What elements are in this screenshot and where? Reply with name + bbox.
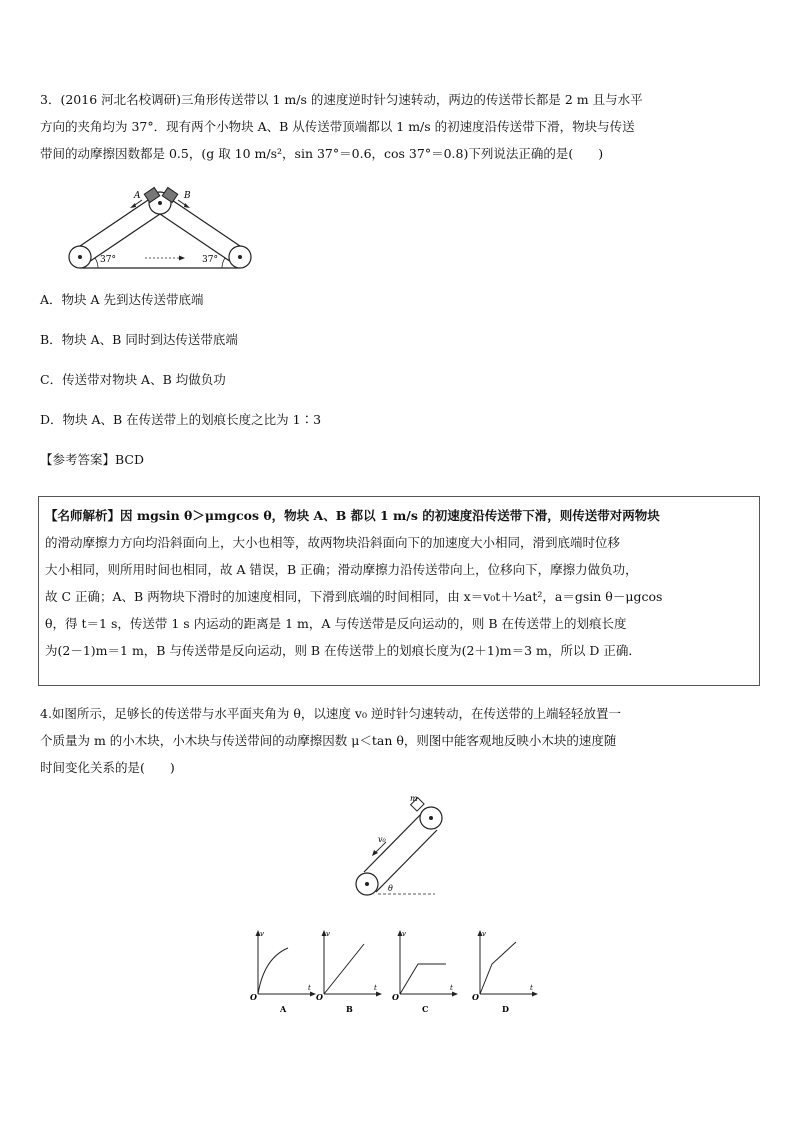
svg-text:v: v [482, 930, 486, 938]
q3-option-b: B．物块 A、B 同时到达传送带底端 [40, 332, 238, 347]
q3-stem-line-3: 带间的动摩擦因数都是 0.5，(g 取 10 m/s²，sin 37°＝0.6，cos 37°＝0.8)下列说法正确的是( ) [40, 146, 604, 161]
svg-text:v: v [326, 930, 330, 938]
q3-analysis-line-3: 大小相同，则所用时间也相同，故 A 错误，B 正确；滑动摩擦力沿传送带向上，位移向下，摩擦力做负功， [45, 562, 638, 577]
q4-stem-line-2: 个质量为 m 的小木块，小木块与传送带间的动摩擦因数 μ＜tan θ，则图中能客观地反映小木块的速度随 [40, 733, 617, 748]
svg-text:O: O [472, 992, 479, 1002]
q3-option-d: D．物块 A、B 在传送带上的划痕长度之比为 1∶3 [40, 412, 322, 427]
graph-d[interactable] [468, 928, 548, 1018]
q3-option-a: A．物块 A 先到达传送带底端 [40, 292, 204, 307]
graph-d-line [480, 942, 516, 994]
q3-analysis-line-1: 【名师解析】因 mgsin θ＞μmgcos θ，物块 A、B 都以 1 m/s 的初速度沿传送带下滑，则传送带对两物块 [45, 508, 660, 523]
label-b: B [184, 191, 191, 201]
svg-text:O: O [250, 992, 257, 1002]
svg-text:C: C [422, 1004, 429, 1014]
label-theta: θ [388, 884, 393, 893]
label-a: A [134, 191, 141, 201]
q3-analysis-line-6: 为(2－1)m＝1 m，B 与传送带是反向运动，则 B 在传送带上的划痕长度为(2＋1)m＝3 m，所以 D 正确． [45, 643, 641, 658]
graph-c-line [400, 964, 446, 994]
svg-text:v: v [260, 930, 264, 938]
q3-analysis-line-2: 的滑动摩擦力方向均沿斜面向上，大小也相等，故两物块沿斜面向下的加速度大小相同，滑到底端时位移 [45, 535, 621, 550]
svg-text:O: O [316, 992, 323, 1002]
svg-text:A: A [280, 1004, 287, 1014]
svg-text:D: D [502, 1004, 509, 1014]
q3-stem-line-1: 3．(2016 河北名校调研)三角形传送带以 1 m/s 的速度逆时针匀速转动，两边的传送带长都是 2 m 且与水平 [40, 92, 643, 107]
q3-option-c: C．传送带对物块 A、B 均做负功 [40, 372, 226, 387]
graph-a[interactable] [236, 928, 316, 1018]
angle-left: 37° [100, 255, 116, 265]
q3-stem [40, 86, 643, 167]
svg-text:t: t [450, 984, 453, 992]
angle-right: 37° [202, 255, 218, 265]
q3-analysis-box [38, 496, 760, 686]
svg-text:t: t [530, 984, 533, 992]
svg-text:O: O [392, 992, 399, 1002]
svg-text:v: v [402, 930, 406, 938]
q4-stem-line-1: 4.如图所示，足够长的传送带与水平面夹角为 θ，以速度 v₀ 逆时针匀速转动，在传送带的上端轻轻放置一 [40, 706, 621, 721]
graph-a-curve [258, 948, 288, 994]
graph-c[interactable] [388, 928, 468, 1018]
label-m: m [410, 796, 418, 803]
label-v0: v₀ [378, 835, 386, 844]
q3-stem-line-2: 方向的夹角均为 37°．现有两个小物块 A、B 从传送带顶端都以 1 m/s 的初速度沿传送带下滑，物块与传送 [40, 119, 635, 134]
q3-analysis-line-4: 故 C 正确；A、B 两物块下滑时的加速度相同，下滑到底端的时间相同，由 x＝v₀t＋½at²，a＝gsin θ－μgcos [45, 589, 663, 604]
q4-stem-line-3: 时间变化关系的是( ) [40, 760, 175, 775]
q3-options [40, 286, 321, 433]
graph-b[interactable] [312, 928, 392, 1018]
q3-answer: 【参考答案】BCD [40, 452, 145, 467]
svg-text:t: t [308, 984, 311, 992]
svg-text:B: B [346, 1004, 353, 1014]
q3-analysis-line-5: θ，得 t＝1 s，传送带 1 s 内运动的距离是 1 m，A 与传送带是反向运动的，则 B 在传送带上的划痕长度 [45, 616, 627, 631]
q4-stem [40, 700, 621, 781]
q4-incline-figure [340, 796, 460, 901]
q3-conveyor-figure [40, 186, 280, 276]
graph-b-line [324, 944, 364, 994]
q4-graphs [236, 928, 566, 1018]
svg-text:t: t [374, 984, 377, 992]
